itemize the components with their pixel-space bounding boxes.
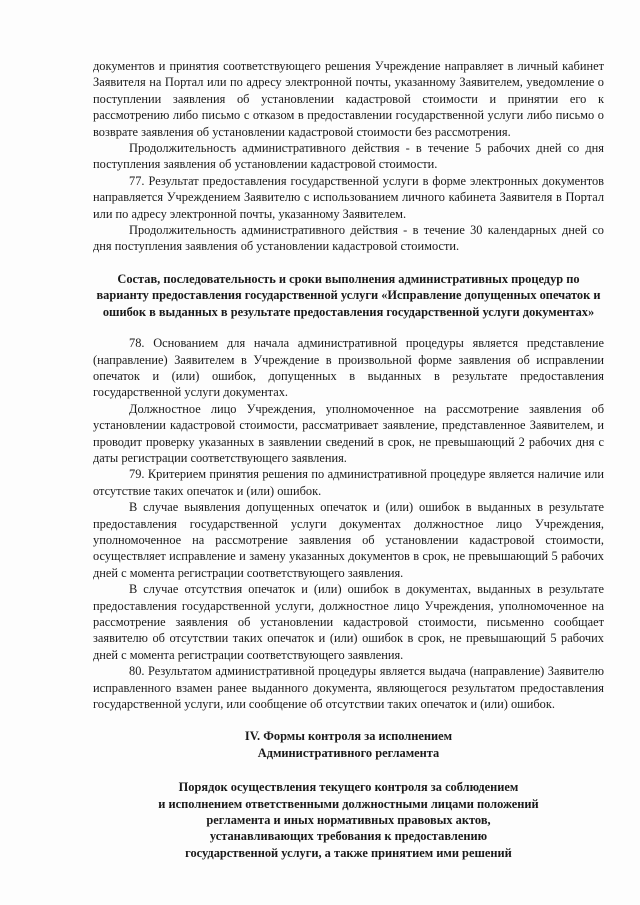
paragraph-78: 78. Основанием для начала административной процедуры является представление (направление) Заявителем в Учреждение в произвольной форме заявления об исправлении опечаток и (или) ошибок, допущенных в выданных в результате предоставления государственной услуги документах. <box>93 336 604 400</box>
section-heading: Состав, последовательность и сроки выполнения административных процедур по варианту предоставления государственной услуги «Исправление допущенных опечаток и ошибок в выданных в результате предоставления государственной услуги документах» <box>96 271 601 319</box>
subheading-line: государственной услуги, а также принятием ими решений <box>185 845 512 860</box>
subheading-line: Порядок осуществления текущего контроля за соблюдением <box>178 780 519 795</box>
paragraph-continuation: документов и принятия соответствующего решения Учреждение направляет в личный кабинет Заявителя на Портал или по адресу электронной почты, указанному Заявителем, уведомление о поступлении заявления об установлении кадастровой стоимости и принятии его к рассмотрению либо письмо с отказом в предоставлении государственной услуги либо письмо о возврате заявления об установлении кадастровой стоимости без рассмотрения. <box>93 59 604 139</box>
chapter-heading-line: IV. Формы контроля за исполнением <box>244 729 453 744</box>
document-body <box>93 58 604 861</box>
paragraph-duration-30-days: Продолжительность административного действия - в течение 30 календарных дней со дня поступления заявления об установлении кадастровой стоимости. <box>93 223 604 254</box>
paragraph-80: 80. Результатом административной процедуры является выдача (направление) Заявителю исправленного взамен ранее выданного документа, являющегося результатом предоставления государственной услуги, или сообщение об отсутствии таких опечаток и (или) ошибок. <box>93 664 604 712</box>
paragraph-79: 79. Критерием принятия решения по административной процедуре является наличие или отсутствие таких опечаток и (или) ошибок. <box>93 467 604 498</box>
chapter-heading-line: Административного регламента <box>257 745 440 760</box>
paragraph-errors-absent: В случае отсутствия опечаток и (или) ошибок в документах, выданных в результате предоставления государственной услуги, должностное лицо Учреждения, уполномоченное на рассмотрение заявления об установлении кадастровой стоимости, письменно сообщает заявителю об отсутствии таких опечаток и (или) ошибок в срок, не превышающий 5 рабочих дней с момента регистрации соответствующего заявления. <box>93 582 604 662</box>
paragraph-duration-5-days: Продолжительность административного действия - в течение 5 рабочих дней со дня поступления заявления об установлении кадастровой стоимости. <box>93 141 604 172</box>
subheading-line: устанавливающих требования к предоставлению <box>209 829 488 844</box>
subheading-line: регламента и иных нормативных правовых актов, <box>206 813 491 828</box>
subheading-line: и исполнением ответственными должностными лицами положений <box>158 796 539 811</box>
paragraph-77: 77. Результат предоставления государственной услуги в форме электронных документов направляется Учреждением Заявителю с использованием личного кабинета Заявителя в Портал или по адресу электронной почты, указанному Заявителем. <box>93 173 604 221</box>
paragraph-errors-found: В случае выявления допущенных опечаток и (или) ошибок в выданных в результате предоставления государственной услуги документах должностное лицо Учреждения, уполномоченное на рассмотрение заявления об установлении кадастровой стоимости, осуществляет исправление и замену указанных документов в срок, не превышающий 5 рабочих дней с момента регистрации соответствующего заявления. <box>93 500 604 580</box>
paragraph-official-review: Должностное лицо Учреждения, уполномоченное на рассмотрение заявления об установлении кадастровой стоимости, рассматривает заявление, представленное Заявителем, и проводит проверку указанных в заявлении сведений в срок, не превышающий 2 рабочих дня с даты регистрации соответствующего заявления. <box>93 401 604 465</box>
